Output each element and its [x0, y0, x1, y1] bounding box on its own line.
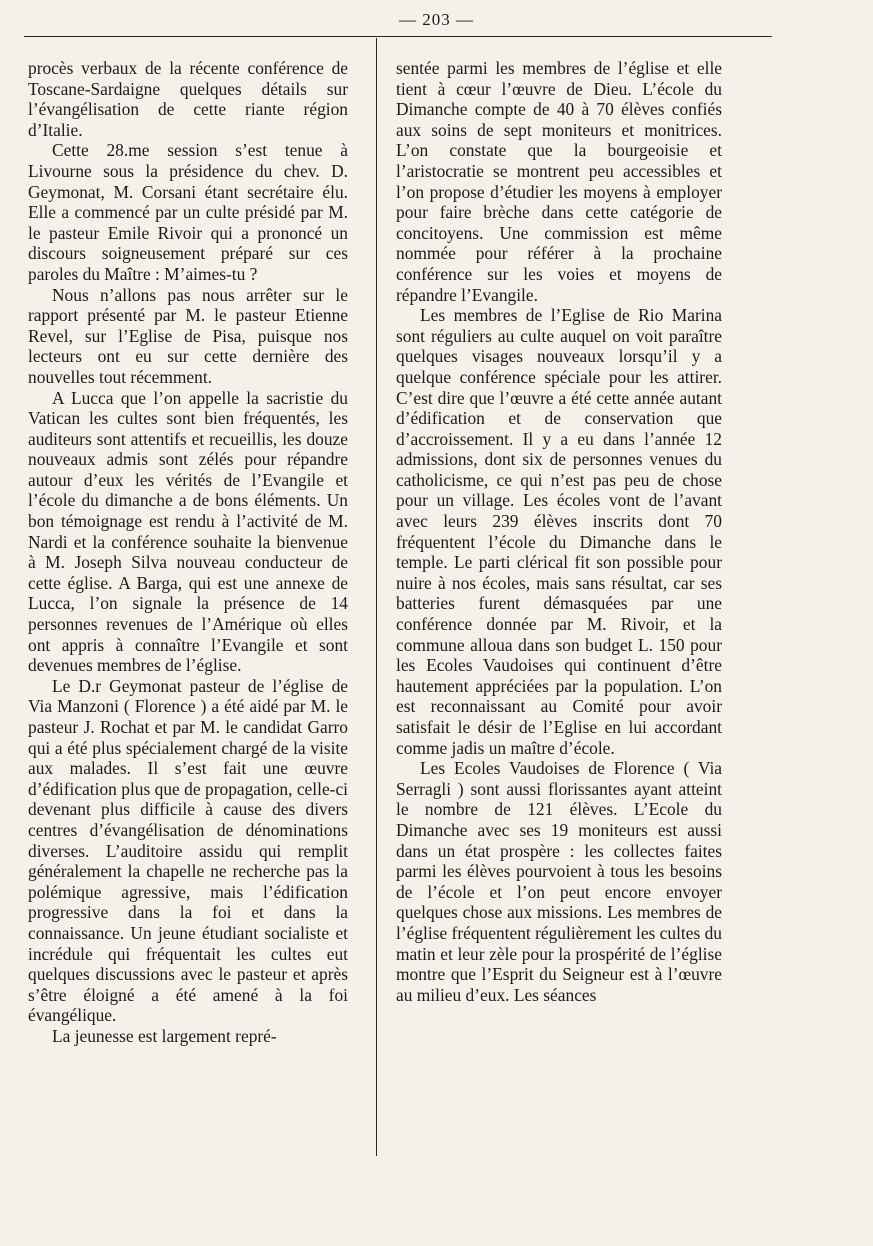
- left-paragraph-5: Le D.r Geymonat pasteur de l’église de Via Manzoni ( Florence ) a été aidé par M. le pasteur J. Rochat et par M. le candidat Garro qui a été plus spécialement chargé de la visite aux malades. Il s’est fait une œuvre d’édification plus que de propagation, celle-ci devenant plus difficile à cause des divers centres d’évangélisation de dénominations diverses. L’auditoire assidu qui remplit généralement la chapelle ne recherche pas la polémique agressive, mais l’édification progressive dans la foi et dans la connaissance. Un jeune étudiant socialiste et incrédule qui fréquentait les cultes eut quelques discussions avec le pasteur et après s’être éloigné a été amené à la foi évangélique.: [28, 675, 348, 1026]
- right-paragraph-3: Les Ecoles Vaudoises de Florence ( Via Serragli ) sont aussi florissantes ayant atteint le nombre de 121 élèves. L’Ecole du Dimanche avec ses 19 moniteurs est aussi dans un état prospère : les collectes faites parmi les élèves pourvoient à tous les besoins de l’école et l’on peut encore envoyer quelques chose aux missions. Les membres de l’église fréquentent régulièrement les cultes du matin et leur zèle pour la prospérité de l’église montre que l’Esprit du Seigneur est à l’œuvre au milieu d’eux. Les séances: [396, 758, 722, 1005]
- right-paragraph-2: Les membres de l’Eglise de Rio Marina sont réguliers au culte auquel on voit paraître quelques visages nouveaux lorsqu’il y a quelque conférence spéciale pour les attirer. C’est dire que l’œuvre a été cette année autant d’édification et de conservation que d’accroissement. Il y a eu dans l’année 12 admissions, dont six de personnes venues du catholicisme, ce qui n’est pas peu de chose pour un village. Les écoles vont de l’avant avec leurs 239 élèves inscrits dont 70 fréquentent l’école du Dimanche dans le temple. Le parti clérical fit son possible pour nuire à nos écoles, mais sans résultat, car ses batteries furent démasquées par une conférence donnée par M. Rivoir, et la commune alloua dans son budget L. 150 pour les Ecoles Vaudoises qui continuent d’être hautement appréciées par la population. L’on est reconnaissant au Comité pour avoir satisfait le désir de l’Eglise en lui accordant comme jadis un maître d’école.: [396, 305, 722, 758]
- left-paragraph-4: A Lucca que l’on appelle la sacristie du Vatican les cultes sont bien fréquentés, les auditeurs sont attentifs et recueillis, les douze nouveaux admis sont zélés pour répandre autour d’eux les vérités de l’Evangile et l’école du dimanche a de bons éléments. Un bon témoignage est rendu à l’activité de M. Nardi et la conférence souhaite la bienvenue à M. Joseph Silva nouveau conducteur de cette église. A Barga, qui est une annexe de Lucca, l’on signale la présence de 14 personnes revenues de l’Amérique où elles ont appris à connaître l’Evangile et sont devenues membres de l’église.: [28, 387, 348, 676]
- right-column: [396, 58, 722, 1005]
- left-paragraph-3: Nous n’allons pas nous arrêter sur le rapport présenté par M. le pasteur Etienne Revel, sur l’Eglise de Pisa, puisque nos lecteurs ont eu sur cette dernière des nouvelles tout récemment.: [28, 284, 348, 387]
- right-paragraph-1: sentée parmi les membres de l’église et elle tient à cœur l’œuvre de Dieu. L’école du Dimanche compte de 40 à 70 élèves confiés aux soins de sept moniteurs et monitrices. L’on constate que la bourgeoisie et l’aristocratie se montrent peu accessibles et l’on propose d’étudier les moyens à employer pour faire brèche dans cette catégorie de concitoyens. Une commission est même nommée pour référer à la prochaine conférence sur les voies et moyens de répandre l’Evangile.: [396, 58, 722, 305]
- left-paragraph-1: procès verbaux de la récente conférence de Toscane-Sardaigne quelques détails sur l’évangélisation de cette riante région d’Italie.: [28, 58, 348, 140]
- left-column: [28, 58, 348, 1047]
- left-paragraph-6: La jeunesse est largement repré-: [52, 1025, 277, 1046]
- left-paragraph-2: Cette 28.me session s’est tenue à Livourne sous la présidence du chev. D. Geymonat, M. Corsani étant secrétaire élu. Elle a commencé par un culte présidé par M. le pasteur Emile Rivoir qui a prononcé un discours soigneusement préparé sur ces paroles du Maître : M’aimes-tu ?: [28, 140, 348, 284]
- page-number: — 203 —: [399, 10, 474, 29]
- column-divider: [376, 38, 377, 1156]
- header-rule: [24, 36, 772, 37]
